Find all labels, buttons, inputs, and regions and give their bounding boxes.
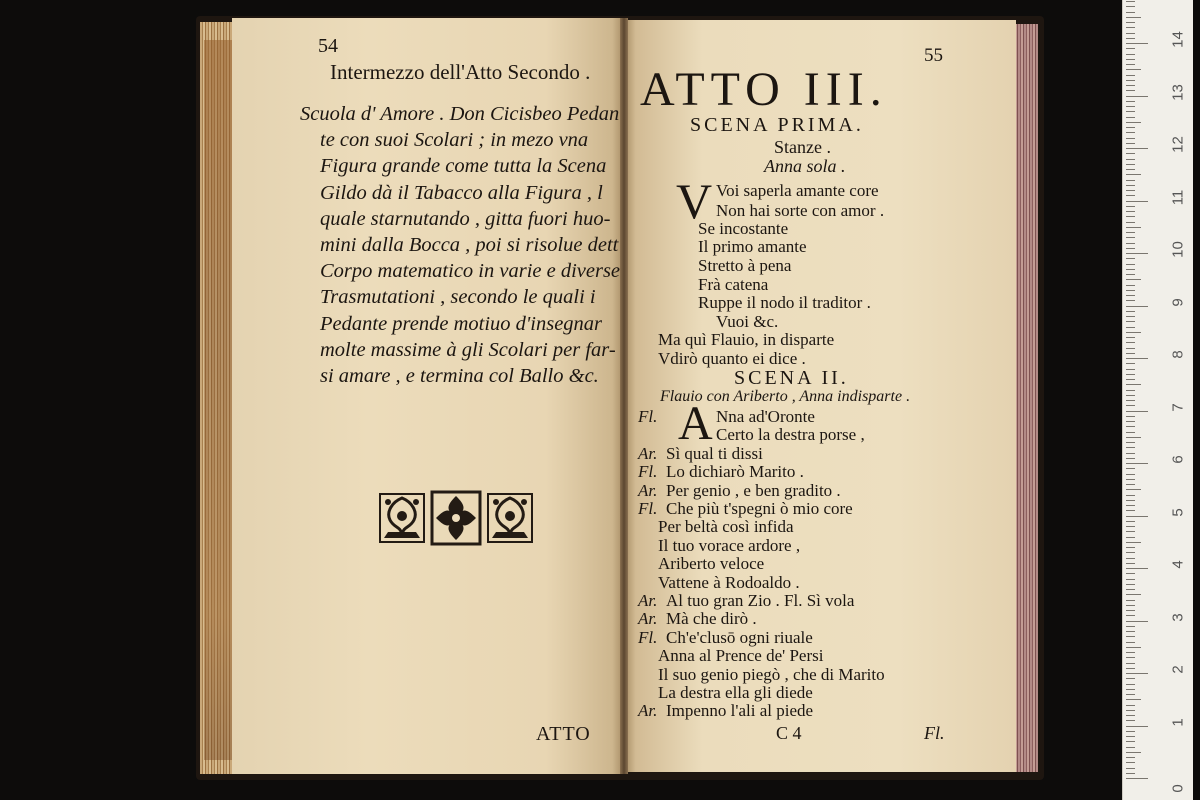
dialogue-line: Per genio , e ben gradito . [666,480,841,500]
ruler-tick [1126,768,1135,769]
ruler-tick [1126,731,1135,732]
speaker-label: Ar. [638,609,658,629]
ruler-label: 9 [1169,297,1187,307]
ruler-tick [1126,432,1135,433]
ruler-tick [1126,111,1135,112]
ruler-tick [1126,605,1135,606]
verse-line: Frà catena [698,275,769,294]
ruler-tick [1126,705,1135,706]
ruler-tick [1126,479,1135,480]
ruler-tick [1126,715,1135,716]
ruler-tick [1126,279,1141,280]
ruler-tick [1126,453,1135,454]
ruler-tick [1126,379,1135,380]
ruler-tick [1126,300,1135,301]
dialogue-line: La destra ella gli diede [658,683,813,702]
ruler-tick [1126,22,1135,23]
ruler-tick [1126,411,1148,412]
ruler-tick [1126,531,1135,532]
dialogue-line: Il tuo vorace ardore , [658,535,801,555]
ruler-tick [1126,290,1135,291]
scene-heading-1: SCENA PRIMA. [690,114,864,136]
dialogue-line: Ch'e'clusō ogni riuale [666,627,813,647]
ruler-tick [1126,390,1135,391]
ruler-tick [1126,327,1135,328]
ruler-tick [1126,180,1135,181]
ruler-label: 6 [1169,455,1187,464]
ruler-tick [1126,468,1135,469]
ruler-tick [1126,164,1135,165]
ruler-tick [1126,143,1135,144]
ruler-tick [1126,85,1135,86]
ruler-tick [1126,558,1135,559]
ruler-label: 14 [1169,31,1187,48]
ruler-tick [1126,720,1135,721]
ruler-label: 7 [1169,402,1187,412]
ruler-tick [1126,201,1148,202]
body-line: Corpo matematico in varie e diverse [320,260,621,283]
ruler-tick [1126,358,1148,359]
ruler-tick [1126,615,1135,616]
ruler-tick [1126,762,1135,763]
ruler-tick [1126,516,1148,517]
ruler-tick [1126,253,1148,254]
left-edge-stain [204,40,234,760]
ruler-tick [1126,332,1141,333]
dialogue-line: Per beltà così infida [658,517,794,537]
verse-line: Stretto à pena [698,256,792,275]
ruler-label: 8 [1169,350,1187,359]
body-line: si amare , e termina col Ballo &c. [320,364,599,387]
dialogue-line: Impenno l'ali al piede [666,701,814,721]
ruler-tick [1126,59,1135,60]
ruler-tick [1126,474,1135,475]
ruler-tick [1126,778,1148,779]
ruler-tick [1126,27,1135,28]
ruler-tick [1126,264,1135,265]
ruler-label: 13 [1169,83,1187,101]
ruler-tick [1126,43,1148,44]
ruler-tick [1126,101,1135,102]
ruler-tick [1126,510,1135,511]
ruler-tick [1126,400,1135,401]
ruler-tick [1126,726,1148,727]
ruler-tick [1126,584,1135,585]
ruler-label: 3 [1169,612,1187,622]
ruler-tick [1126,421,1135,422]
ruler-tick [1126,610,1135,611]
ruler-tick [1126,568,1148,569]
ruler-tick [1126,395,1135,396]
ruler-tick [1126,127,1135,128]
ruler-tick [1126,752,1141,753]
ruler-tick [1126,132,1135,133]
verse-line: Vdirò quanto ei dice . [658,349,806,368]
dialogue-line: Mà che dirò . [666,609,757,629]
ruler-tick [1126,38,1135,39]
ruler-label: 5 [1169,507,1187,517]
ruler-tick [1126,348,1135,349]
ruler-tick [1126,216,1135,217]
body-line: Figura grande come tutta la Scena [320,155,607,178]
ruler-tick [1126,747,1135,748]
ruler-tick [1126,285,1135,286]
dialogue-line: Anna al Prence de' Persi [658,646,824,666]
ruler-tick [1126,710,1135,711]
ruler-tick [1126,657,1135,658]
ruler-tick [1126,274,1135,275]
ruler-tick [1126,342,1135,343]
ruler-tick [1126,689,1135,690]
speaker-label: Ar. [638,701,658,721]
ruler-tick [1126,537,1135,538]
ruler-tick [1126,773,1135,774]
ruler-tick [1126,626,1135,627]
ruler-tick [1126,736,1135,737]
ruler-tick [1126,153,1135,154]
ruler-tick [1126,673,1148,674]
ruler-tick [1126,69,1141,70]
stage-direction: Stanze . [774,137,831,157]
ruler-tick [1126,106,1135,107]
verse-line: Ruppe il nodo il traditor . [698,293,871,312]
speaker-label: Fl. [638,462,658,482]
fleuron-right [488,494,532,542]
ruler-tick [1126,80,1135,81]
ruler-tick [1126,122,1141,123]
left-page-body [300,104,622,392]
ruler-tick [1126,447,1135,448]
ruler-tick [1126,1,1135,2]
dialogue-line: Il suo genio piegò , che di Marito [658,664,885,684]
ruler-tick [1126,321,1135,322]
ruler-tick [1126,542,1141,543]
ruler-tick [1126,96,1148,97]
ruler-tick [1126,684,1135,685]
act-title: ATTO III. [640,63,888,116]
ruler-label: 12 [1169,136,1187,153]
ruler-tick [1126,642,1135,643]
ruler-tick [1126,741,1135,742]
ruler-tick [1126,652,1135,653]
ruler-tick [1126,437,1141,438]
body-line: te con suoi Scolari ; in mezo vna [320,129,589,152]
dialogue-line: Al tuo gran Zio . Fl. Sì vola [666,591,855,610]
verse-line: Non hai sorte con amor . [716,201,885,220]
speaker-label: Ar. [638,443,658,463]
dialogue-line: Ariberto veloce [658,554,765,574]
ruler-tick [1126,405,1135,406]
body-line: Scuola d' Amore . Don Cicisbeo Pedan [300,104,620,125]
ruler-tick [1126,563,1135,564]
ruler-tick [1126,33,1135,34]
ruler-tick [1126,248,1135,249]
ruler-label: 11 [1169,189,1187,205]
ruler-label: 0 [1169,784,1187,793]
dialogue-line: Lo dichiarò Marito . [666,462,804,482]
ruler-tick [1126,589,1135,590]
dropcap-a: A [678,397,713,450]
ruler-label: 4 [1169,560,1187,569]
ruler-tick [1126,174,1141,175]
ruler-tick [1126,631,1135,632]
ruler-tick [1126,621,1148,622]
ruler-tick [1126,505,1135,506]
speaker-label: Ar. [638,591,658,610]
verse-line: Se incostante [698,219,789,238]
speaker-label: Ar. [638,480,658,500]
dialogue-line: Nna ad'Oronte [716,407,815,426]
ruler-tick [1126,75,1135,76]
ruler-tick [1126,232,1135,233]
ruler-tick [1126,757,1135,758]
ruler-tick [1126,90,1135,91]
ruler-tick [1126,12,1135,13]
ruler-tick [1126,547,1135,548]
scene-heading-2: SCENA II. [734,367,849,389]
body-line: quale starnutando , gitta fuori huo- [320,207,611,230]
ruler-tick [1126,552,1135,553]
character-direction: Anna sola . [764,156,846,176]
dropcap-v: V [676,173,713,229]
body-line: Trasmutationi , secondo le quali i [320,286,596,309]
ruler-tick [1126,484,1135,485]
ruler-tick [1126,6,1135,7]
ruler-tick [1126,54,1135,55]
ruler-tick [1126,663,1135,664]
body-line: mini dalla Bocca , poi si risolue dett [320,233,619,256]
signature-mark: C 4 [776,723,802,743]
ruler-tick [1126,195,1135,196]
body-line: molte massime à gli Scolari per far- [320,338,616,361]
fleuron-center [432,492,480,544]
body-line: Gildo dà il Tabacco alla Figura , l [320,181,603,204]
dialogue-line: Sì qual ti dissi [666,443,763,463]
ruler-tick [1126,185,1135,186]
dialogue-line: Vattene à Rodoaldo . [658,572,800,592]
ruler-tick [1126,600,1135,601]
verse-line: Il primo amante [698,237,807,256]
right-catchword: Fl. [924,723,945,743]
ruler-tick [1126,500,1135,501]
dialogue-line: Certo la destra porse , [716,425,865,445]
ruler-tick [1126,374,1135,375]
ruler-tick [1126,458,1135,459]
scene-direction-2: Flauio con Ariberto , Anna indisparte . [660,388,911,405]
verse-line: Vuoi &c. [716,312,779,331]
fleuron-left [380,494,424,542]
ruler-tick [1126,148,1148,149]
ruler-tick [1126,495,1135,496]
ruler-label: 10 [1169,241,1187,258]
ruler-tick [1126,521,1135,522]
ruler-tick [1126,227,1141,228]
ruler-tick [1126,243,1135,244]
ruler-tick [1126,306,1148,307]
ruler-tick [1126,311,1135,312]
body-line: Pedante prende motiuo d'insegnar [320,312,603,335]
left-page-header: Intermezzo dell'Atto Secondo . [330,60,591,84]
ruler-tick [1126,117,1135,118]
dialogue-line: Che più t'spegni ò mio core [666,499,853,518]
speaker-label: Fl. [638,499,658,518]
ruler-tick [1126,190,1135,191]
speaker-label: Fl. [638,627,658,647]
ruler-label: 1 [1169,717,1187,727]
ruler-tick [1126,384,1141,385]
ruler-tick [1126,258,1135,259]
ruler-tick [1126,426,1135,427]
ruler-tick [1126,211,1135,212]
ruler-tick [1126,416,1135,417]
ruler-tick [1126,169,1135,170]
ruler-tick [1126,694,1135,695]
ruler-tick [1126,489,1141,490]
ruler-tick [1126,222,1135,223]
ruler-tick [1126,138,1135,139]
ruler-tick [1126,48,1135,49]
ruler-tick [1126,594,1141,595]
verse-line: Ma quì Flauio, in disparte [658,330,835,349]
ruler-tick [1126,579,1135,580]
ruler-tick [1126,668,1135,669]
ruler-tick [1126,636,1135,637]
speaker-label: Fl. [638,407,658,426]
ruler-tick [1126,573,1135,574]
ruler-tick [1126,526,1135,527]
right-page-number: 55 [924,45,943,66]
ruler-tick [1126,295,1135,296]
ruler-tick [1126,337,1135,338]
ruler-tick [1126,699,1141,700]
ruler-tick [1126,316,1135,317]
ruler-tick [1126,463,1148,464]
ruler-tick [1126,269,1135,270]
ruler-tick [1126,369,1135,370]
ruler-tick [1126,353,1135,354]
ruler-tick [1126,363,1135,364]
verse-line: Voi saperla amante core [716,181,879,200]
ruler-tick [1126,442,1135,443]
ruler-tick [1126,64,1135,65]
ruler-tick [1126,647,1141,648]
ruler-tick [1126,159,1135,160]
left-catchword: ATTO [536,723,591,745]
ruler-tick [1126,237,1135,238]
ruler-tick [1126,206,1135,207]
left-page-number: 54 [318,35,338,57]
ruler-label: 2 [1169,665,1187,674]
fleuron-ornament [378,490,534,546]
ruler-tick [1126,678,1135,679]
ruler-tick [1126,17,1141,18]
